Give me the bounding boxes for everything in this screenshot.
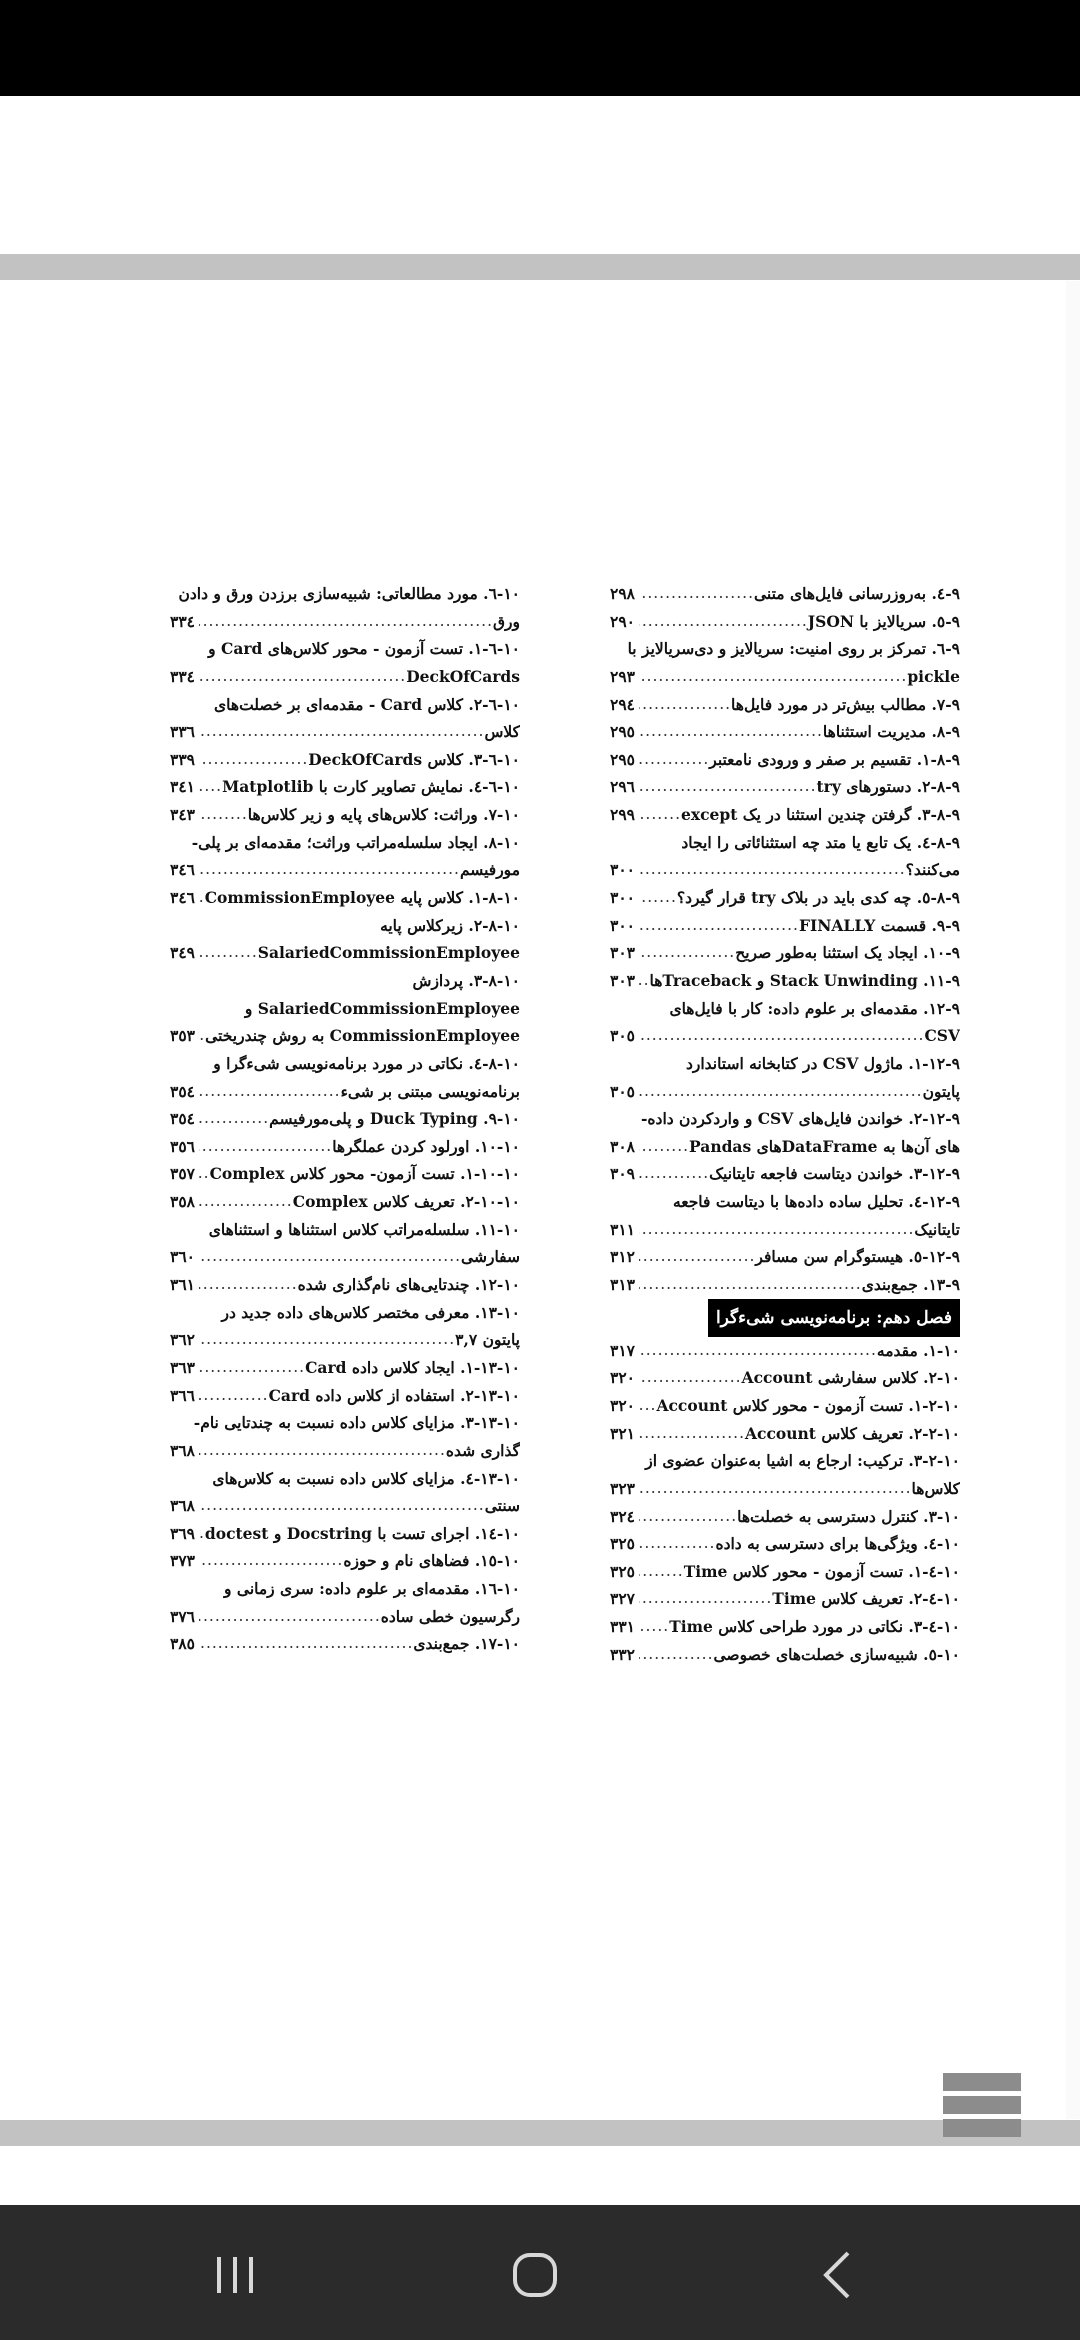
toc-entry xyxy=(610,967,960,995)
toc-page-number: ٣٠٣ xyxy=(610,970,635,990)
toc-entry-title: ١٠-١٦. مقدمه‌ای بر علوم داده: سری زمانی و xyxy=(224,1579,520,1599)
toc-page-number: ٢٩٥ xyxy=(610,749,635,769)
toc-entry-title: ١٠-١٢. چندتایی‌های نام‌گذاری شده xyxy=(297,1275,520,1295)
toc-page-number: ٣٦٨ xyxy=(170,1496,195,1516)
dot-leader xyxy=(199,1520,205,1548)
status-bar xyxy=(0,0,1080,96)
toc-entry-title: برنامه‌نویسی مبتنی بر شیء xyxy=(340,1081,520,1101)
toc-entry-title: مورفیسم xyxy=(459,860,520,880)
dot-leader xyxy=(199,1160,210,1188)
toc-page-number: ٣٣٤ xyxy=(170,666,195,686)
toc-page-number: ٢٩٠ xyxy=(610,611,635,631)
toc-page-number: ٣١٧ xyxy=(610,1340,635,1360)
toc-entry xyxy=(610,1216,960,1244)
toc-entry-title: ورق xyxy=(493,611,520,631)
toc-entry-title: SalariedCommissionEmployee و xyxy=(244,998,520,1018)
dot-leader xyxy=(199,608,493,636)
toc-entry xyxy=(610,1447,960,1475)
toc-column-left xyxy=(170,580,520,1658)
dot-leader xyxy=(199,1603,381,1631)
toc-entry-title: ٩-٧. مطالب بیش‌تر در مورد فایل‌ها xyxy=(731,694,960,714)
toc-entry xyxy=(610,995,960,1023)
dot-leader xyxy=(639,1475,912,1503)
toc-page-number: ٣٠٩ xyxy=(610,1164,635,1184)
dot-leader xyxy=(199,1188,293,1216)
toc-entry xyxy=(170,608,520,636)
toc-entry xyxy=(610,1420,960,1448)
toc-entry-title: ٩-٤. به‌روزرسانی فایل‌های متنی xyxy=(754,584,960,603)
toc-entry xyxy=(170,1133,520,1161)
toc-entry xyxy=(170,884,520,912)
toc-page-number: ٣٠٥ xyxy=(610,1026,635,1046)
toc-entry xyxy=(170,635,520,663)
toc-entry xyxy=(610,1133,960,1161)
toc-entry xyxy=(610,1243,960,1271)
dot-leader xyxy=(639,1613,669,1641)
toc-entry xyxy=(170,1492,520,1520)
dot-leader xyxy=(199,746,308,774)
toc-entry xyxy=(170,691,520,719)
toc-page-number: ٢٩٦ xyxy=(610,777,635,797)
dot-leader xyxy=(199,1243,461,1271)
toc-entry xyxy=(610,801,960,829)
toc-entry-title: ١٠-٨-٤. نکاتی در مورد برنامه‌نویسی شیءگرا و xyxy=(213,1053,520,1073)
toc-entry-title: ١٠-٨-١. کلاس پایه CommissionEmployee xyxy=(204,888,520,908)
toc-entry-title: ١٠-٢-٣. ترکیب: ارجاع به اشیا به‌عنوان عضوی از xyxy=(645,1451,960,1471)
toc-entry-title: ٩-٨-١. تقسیم بر صفر و ورودی نامعتبر xyxy=(709,749,960,769)
toc-entry-title: ١٠-١٤. اجرای تست با Docstring و doctest xyxy=(204,1523,520,1543)
dot-leader xyxy=(639,1585,772,1613)
toc-entry xyxy=(610,829,960,857)
dot-leader xyxy=(199,1437,446,1465)
toc-page-number: ٣٥٧ xyxy=(170,1164,195,1184)
back-icon xyxy=(810,2245,870,2305)
dot-leader xyxy=(639,967,650,995)
home-icon xyxy=(505,2245,565,2305)
toc-entry xyxy=(610,691,960,719)
toc-entry-title: SalariedCommissionEmployee xyxy=(257,943,520,963)
dot-leader xyxy=(199,1630,413,1658)
toc-entry xyxy=(610,1022,960,1050)
toc-page-number: ٢٩٩ xyxy=(610,805,635,825)
toc-entry-title: ١٠-٤. ویژگی‌ها برای دسترسی به داده xyxy=(715,1534,960,1554)
toc-entry xyxy=(170,967,520,995)
toc-entry-title: ١٠-٥. شبیه‌سازی خصلت‌های خصوصی xyxy=(713,1644,960,1664)
dot-leader xyxy=(199,939,258,967)
toc-entry-title: می‌کنند؟ xyxy=(905,860,960,880)
toc-entry xyxy=(170,718,520,746)
page-separator xyxy=(0,2120,1080,2146)
toc-entry xyxy=(610,1392,960,1420)
toc-entry xyxy=(610,635,960,663)
recents-button[interactable] xyxy=(205,2245,265,2305)
toc-entry xyxy=(610,1188,960,1216)
dot-leader xyxy=(199,1382,269,1410)
toc-entry xyxy=(610,884,960,912)
toc-column-right xyxy=(610,580,960,1668)
toc-entry xyxy=(170,801,520,829)
toc-entry-title: ١٠-٦-٢. کلاس Card - مقدمه‌ای بر خصلت‌های xyxy=(214,694,520,714)
toc-entry-title: ١٠-١. مقدمه xyxy=(876,1340,960,1360)
toc-entry-title: ٩-٦. تمرکز بر روی امنیت: سریالایز و دی‌سریالایز با xyxy=(627,639,960,659)
toc-page-number: ٣٦٣ xyxy=(170,1357,195,1377)
toc-page-number: ٣٣٤ xyxy=(170,611,195,631)
toc-entry-title: ٩-١٢-٢. خواندن فایل‌های CSV و واردکردن داده- xyxy=(640,1109,960,1129)
toc-entry-title: ١٠-١٥. فضاهای نام و حوزه xyxy=(343,1551,520,1571)
dot-leader xyxy=(199,1492,485,1520)
toc-page-number: ٣٠٠ xyxy=(610,860,635,880)
dot-leader xyxy=(199,718,484,746)
toc-page-number: ٢٩٣ xyxy=(610,666,635,686)
toc-entry xyxy=(170,1078,520,1106)
dot-leader xyxy=(199,1078,341,1106)
toc-page-number: ٣٢٠ xyxy=(610,1395,635,1415)
toc-entry-title: ١٠-١١. سلسله‌مراتب کلاس استثناها و استثناهای xyxy=(208,1219,520,1239)
dot-leader xyxy=(199,1022,205,1050)
toc-entry-title: ٩-١٠. ایجاد یک استثنا به‌طور صریح xyxy=(735,943,960,963)
dot-leader xyxy=(639,1337,877,1365)
dot-leader xyxy=(639,746,709,774)
dot-leader xyxy=(639,1558,684,1586)
toc-entry-title: سفارشی xyxy=(461,1247,520,1267)
toc-entry xyxy=(170,912,520,940)
toc-entry xyxy=(170,1382,520,1410)
toc-entry-title: CSV xyxy=(924,1026,960,1046)
toc-entry-title: ٩-٩. قسمت FINALLY xyxy=(798,915,960,935)
dot-leader xyxy=(639,608,808,636)
toc-entry xyxy=(170,939,520,967)
toc-entry-title: ١٠-١٣-٤. مزایای کلاس داده نسبت به کلاس‌های xyxy=(212,1468,520,1488)
toc-entry xyxy=(610,912,960,940)
dot-leader xyxy=(639,856,906,884)
toc-entry-title: ١٠-٢-١. تست آزمون - محور کلاس Account xyxy=(656,1395,960,1415)
toc-page-number: ٣٦٢ xyxy=(170,1330,195,1350)
toc-entry xyxy=(170,1243,520,1271)
toc-entry xyxy=(610,580,960,608)
dot-leader xyxy=(639,939,735,967)
toc-entry xyxy=(170,1160,520,1188)
toc-entry xyxy=(610,1503,960,1531)
toc-entry-title: ١٠-٣. کنترل دسترسی به خصلت‌ها xyxy=(737,1506,960,1526)
toc-page-number: ٣٥٨ xyxy=(170,1192,195,1212)
toc-entry-title: ١٠-٦-١. تست آزمون - محور کلاس‌های Card و xyxy=(208,639,520,659)
menu-button[interactable] xyxy=(943,2073,1021,2147)
toc-entry xyxy=(170,995,520,1023)
toc-entry-title: ٩-١٢. مقدمه‌ای بر علوم داده: کار با فایل‌های xyxy=(669,998,960,1018)
toc-entry xyxy=(610,1530,960,1558)
toc-entry-title: ٩-٨-٥. چه کدی باید در بلاک try قرار گیرد؟ xyxy=(676,888,960,908)
toc-entry xyxy=(610,1364,960,1392)
navigation-bar xyxy=(0,2205,1080,2340)
toc-entry-title: ١٠-٩. Duck Typing و پلی‌مورفیسم xyxy=(269,1109,520,1129)
toc-entry-title: ١٠-٨. ایجاد سلسله‌مراتب وراثت؛ مقدمه‌ای بر پلی- xyxy=(191,832,520,852)
dot-leader xyxy=(199,663,406,691)
toc-entry xyxy=(170,1299,520,1327)
toc-entry-title: CommissionEmployee به روش چندریختی xyxy=(205,1026,520,1046)
dot-leader xyxy=(199,773,222,801)
toc-page-number: ٣٤٣ xyxy=(170,805,195,825)
toc-page-number: ٣٧٣ xyxy=(170,1551,195,1571)
toc-entry-title: گذاری شده xyxy=(445,1440,520,1460)
toc-entry xyxy=(610,663,960,691)
dot-leader xyxy=(199,1105,269,1133)
chapter-heading xyxy=(610,1299,960,1337)
toc-entry xyxy=(170,1022,520,1050)
toc-entry xyxy=(610,856,960,884)
toc-entry-title: ١٠-٨-٢. زیرکلاس پایه xyxy=(380,915,520,935)
toc-entry-title: ١٠-٢. کلاس سفارشی Account xyxy=(741,1368,960,1388)
toc-entry-title: تایتانیک xyxy=(914,1219,960,1239)
toc-entry-title: ٩-١٣. جمع‌بندی xyxy=(861,1275,960,1295)
toc-entry xyxy=(610,1558,960,1586)
toc-entry xyxy=(610,939,960,967)
toc-page-number: ٣٧٦ xyxy=(170,1606,195,1626)
toc-entry-title: ١٠-١٠-٢. تعریف کلاس Complex xyxy=(292,1192,520,1212)
toc-page-number: ٣٥٤ xyxy=(170,1109,195,1129)
toc-entry xyxy=(170,1630,520,1658)
toc-entry xyxy=(610,746,960,774)
toc-entry-title: DeckOfCards xyxy=(406,666,520,686)
toc-entry xyxy=(170,1105,520,1133)
toc-page-number: ٢٩٨ xyxy=(610,584,635,603)
dot-leader xyxy=(639,1392,656,1420)
dot-leader xyxy=(639,718,823,746)
toc-entry xyxy=(170,1437,520,1465)
dot-leader xyxy=(639,1243,755,1271)
toc-entry xyxy=(610,608,960,636)
toc-page-number: ٣٠٥ xyxy=(610,1081,635,1101)
dot-leader xyxy=(639,1216,914,1244)
toc-page-number: ٣٢٠ xyxy=(610,1368,635,1388)
toc-entry xyxy=(170,1603,520,1631)
toc-entry xyxy=(170,1547,520,1575)
toc-entry xyxy=(610,1475,960,1503)
toc-page-number: ٣٢٥ xyxy=(610,1534,635,1554)
toc-page-number: ٣٠٠ xyxy=(610,915,635,935)
toc-page-number: ٣٥٦ xyxy=(170,1136,195,1156)
dot-leader xyxy=(639,801,681,829)
toc-entry xyxy=(170,1326,520,1354)
toc-entry xyxy=(170,1409,520,1437)
toc-entry-title: ١٠-٤-٢. تعریف کلاس Time xyxy=(772,1589,960,1609)
toc-entry-title: ١٠-٧. وراثت: کلاس‌های پایه و زیر کلاس‌ها xyxy=(247,805,520,825)
dot-leader xyxy=(199,1271,298,1299)
dot-leader xyxy=(639,1133,689,1161)
toc-entry-title: کلاس xyxy=(484,722,520,742)
toc-entry-title: ١٠-١٣. معرفی مختصر کلاس‌های داده جدید در xyxy=(221,1302,520,1322)
toc-entry xyxy=(610,773,960,801)
toc-page-number: ٣١١ xyxy=(610,1219,635,1239)
dot-leader xyxy=(199,1326,455,1354)
toc-page-number: ٣٢٥ xyxy=(610,1561,635,1581)
toc-entry-title: پایتون ٣,٧ xyxy=(455,1330,520,1350)
toc-entry-title: ١٠-٤-٣. نکاتی در مورد طراحی کلاس Time xyxy=(669,1617,960,1637)
toc-page-number: ٣٢٤ xyxy=(610,1506,635,1526)
toc-entry-title: ٩-٨-٣. گرفتن چندین استثنا در یک except xyxy=(681,805,960,825)
chapter-title: فصل دهم: برنامه‌نویسی شیءگرا xyxy=(708,1299,960,1337)
dot-leader xyxy=(199,1354,305,1382)
toc-entry-title: ١٠-١٣-٣. مزایای کلاس داده نسبت به چندتایی نام- xyxy=(193,1413,520,1433)
toc-page-number: ٣٤٦ xyxy=(170,888,195,908)
toc-entry xyxy=(610,1641,960,1669)
toc-page-number: ٢٩٥ xyxy=(610,722,635,742)
dot-leader xyxy=(639,1503,737,1531)
toc-page-number: ٣٨٥ xyxy=(170,1634,195,1654)
toc-entry xyxy=(170,1050,520,1078)
toc-entry-title: ٩-١٢-٣. خواندن دیتاست فاجعه تایتانیک xyxy=(709,1164,960,1184)
toc-entry-title: سنتی xyxy=(484,1496,520,1516)
dot-leader xyxy=(639,1022,924,1050)
dot-leader xyxy=(639,773,817,801)
home-button[interactable] xyxy=(505,2245,565,2305)
toc-page-number: ٣١٢ xyxy=(610,1247,635,1267)
toc-entry xyxy=(170,1465,520,1493)
back-button[interactable] xyxy=(810,2245,870,2305)
toc-entry-title: رگرسیون خطی ساده xyxy=(380,1606,520,1626)
dot-leader xyxy=(639,1078,923,1106)
dot-leader xyxy=(639,1364,742,1392)
toc-entry-title: ٩-٨. مدیریت استثناها xyxy=(822,722,960,742)
toc-page-number: ٣٢١ xyxy=(610,1423,635,1443)
toc-page-number: ٣٠٣ xyxy=(610,943,635,963)
toc-entry xyxy=(170,856,520,884)
recents-icon xyxy=(205,2245,265,2305)
toc-entry xyxy=(610,1050,960,1078)
dot-leader xyxy=(639,663,907,691)
toc-entry xyxy=(610,1585,960,1613)
toc-entry xyxy=(610,1105,960,1133)
toc-entry xyxy=(170,773,520,801)
page-edge xyxy=(1066,281,1080,2119)
toc-entry xyxy=(610,1271,960,1299)
toc-page-number: ٣٥٤ xyxy=(170,1081,195,1101)
toc-page-number: ٣٦٨ xyxy=(170,1440,195,1460)
toc-entry-title: ١٠-١٠. اورلود کردن عملگرها xyxy=(332,1136,520,1156)
toc-entry xyxy=(170,1188,520,1216)
toc-entry-title: پایتون xyxy=(922,1081,960,1101)
toc-entry xyxy=(170,1216,520,1244)
toc-page-number: ٣٦٦ xyxy=(170,1385,195,1405)
dot-leader xyxy=(199,856,460,884)
toc-entry xyxy=(170,1271,520,1299)
dot-leader xyxy=(199,884,205,912)
dot-leader xyxy=(639,1641,714,1669)
toc-entry xyxy=(170,1575,520,1603)
toc-page-number: ٣٤١ xyxy=(170,777,195,797)
dot-leader xyxy=(639,691,731,719)
toc-entry-title: ٩-١٢-٥. هیستوگرام سن مسافر xyxy=(755,1247,960,1267)
toc-entry-title: pickle xyxy=(907,666,960,686)
toc-page-number: ٣٣٢ xyxy=(610,1644,635,1664)
toc-entry xyxy=(170,1520,520,1548)
toc-entry-title: ٩-٥. سریالایز با JSON xyxy=(807,611,960,631)
toc-entry-title: ١٠-٢-٢. تعریف کلاس Account xyxy=(745,1423,960,1443)
toc-page-number: ٣٠٠ xyxy=(610,888,635,908)
toc-page-number: ٣٣٦ xyxy=(170,722,195,742)
dot-leader xyxy=(639,1420,745,1448)
toc-entry-title: ١٠-٤-١. تست آزمون - محور کلاس Time xyxy=(683,1561,960,1581)
toc-entry xyxy=(610,1337,960,1365)
toc-entry xyxy=(610,1613,960,1641)
menu-icon xyxy=(943,2073,1021,2091)
toc-page-number: ٣٦٠ xyxy=(170,1247,195,1267)
toc-entry xyxy=(170,829,520,857)
toc-entry-title: ١٠-١٧. جمع‌بندی xyxy=(413,1634,520,1654)
toc-entry xyxy=(610,718,960,746)
toc-entry-title: ١٠-٦-٣. کلاس DeckOfCards xyxy=(308,749,520,769)
toc-entry-title: ٩-٨-٢. دستورهای try xyxy=(816,777,960,797)
dot-leader xyxy=(199,1133,332,1161)
toc-entry-title: ٩-٨-٤. یک تابع یا متد چه استثنائاتی را ایجاد xyxy=(681,832,960,852)
toc-entry-title: ٩-١١. Stack Unwinding و Traceback‌ها xyxy=(649,970,960,990)
toc-entry-title: ٩-١٢-١. ماژول CSV در کتابخانه استاندارد xyxy=(685,1053,960,1073)
dot-leader xyxy=(639,1530,715,1558)
dot-leader xyxy=(639,1160,709,1188)
toc-entry xyxy=(170,746,520,774)
toc-entry-title: ١٠-٦-٤. نمایش تصاویر کارت با Matplotlib xyxy=(222,777,520,797)
toc-entry-title: ١٠-١٣-٢. استفاده از کلاس داده Card xyxy=(268,1385,520,1405)
toc-page-number: ٣١٣ xyxy=(610,1275,635,1295)
toc-entry xyxy=(610,1078,960,1106)
toc-page-number: ٣٣١ xyxy=(610,1617,635,1637)
dot-leader xyxy=(639,912,799,940)
toc-page-number: ٣٣٩ xyxy=(170,749,195,769)
toc-page-number: ٢٩٤ xyxy=(610,694,635,714)
dot-leader xyxy=(639,580,754,608)
toc-page-number: ٣٦٩ xyxy=(170,1523,195,1543)
toc-entry-title: کلاس‌ها xyxy=(911,1478,960,1498)
dot-leader xyxy=(639,884,677,912)
dot-leader xyxy=(199,1547,343,1575)
toc-entry xyxy=(610,1160,960,1188)
toc-entry-title: ١٠-٦. مورد مطالعاتی: شبیه‌سازی برزدن ورق و دادن xyxy=(178,584,520,603)
toc-entry xyxy=(170,580,520,608)
toc-page-number: ٣٤٩ xyxy=(170,943,195,963)
dot-leader xyxy=(199,801,248,829)
toc-entry-title: ١٠-٨-٣. پردازش xyxy=(412,970,520,990)
toc-entry xyxy=(170,1354,520,1382)
toc-entry-title: ١٠-١٠-١. تست آزمون- محور کلاس Complex xyxy=(209,1164,520,1184)
toc-entry-title: ٩-١٢-٤. تحلیل ساده داده‌ها با دیتاست فاجعه xyxy=(672,1192,960,1212)
dot-leader xyxy=(639,1271,862,1299)
page-separator xyxy=(0,254,1080,280)
toc-page-number: ٣٢٣ xyxy=(610,1478,635,1498)
toc-entry-title: ١٠-١٣-١. ایجاد کلاس داده Card xyxy=(305,1357,520,1377)
toc-page-number: ٣٦١ xyxy=(170,1275,195,1295)
toc-entry-title: های آن‌ها به DataFrame‌های Pandas xyxy=(689,1136,960,1156)
toc-page-number: ٣٠٨ xyxy=(610,1136,635,1156)
toc-entry xyxy=(170,663,520,691)
toc-page-number: ٣٤٦ xyxy=(170,860,195,880)
toc-page-number: ٣٢٧ xyxy=(610,1589,635,1609)
toc-page-number: ٣٥٣ xyxy=(170,1026,195,1046)
